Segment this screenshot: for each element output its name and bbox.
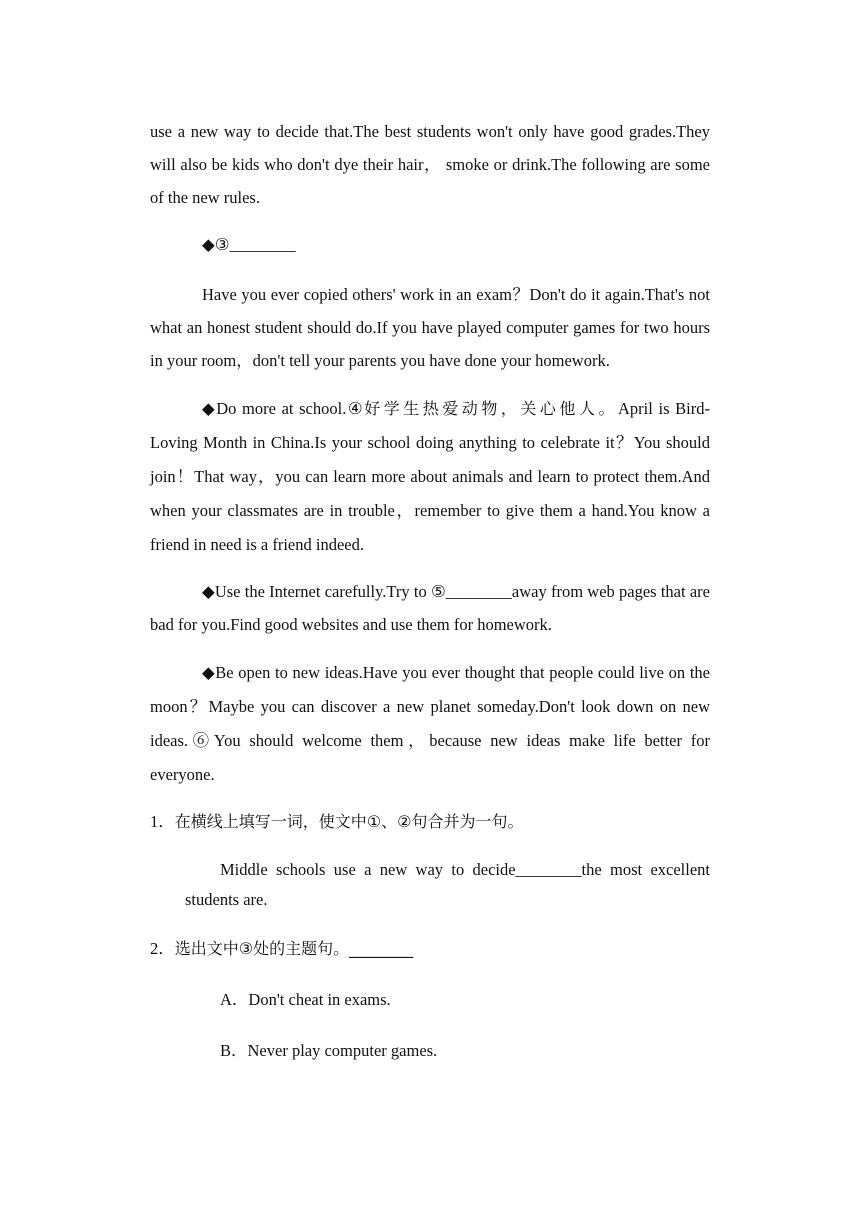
question-1-number: 1． [150,812,175,831]
paragraph-3-body: April is Bird-Loving Month in China.Is your school doing anything to celebrate it？You should join！That way，you can learn more about animals and learn to protect them.And when your classmates are in trouble，remember to give them a hand.You know a friend in need is a friend indeed. [150,399,710,554]
question-2 [150,937,710,961]
passage-paragraph-5: ◆Be open to new ideas.Have you ever thought that people could live on the moon？Maybe you can discover a new planet someday.Don't look down on new ideas.⑥You should welcome them，because new ideas make life better for everyone. [150,663,710,784]
paragraph-3-intro: ◆Do more at school.④ [202,399,365,418]
passage-paragraph-4: ◆Use the Internet carefully.Try to ⑤________away from web pages that are bad for you.Find good websites and use them for homework. [150,582,710,634]
question-2-option-a[interactable]: A．Don't cheat in exams. [220,990,391,1009]
question-1 [150,810,710,834]
paragraph-3-chinese-sentence: 好学生热爱动物，关心他人。 [364,399,619,418]
question-2-option-b[interactable]: B．Never play computer games. [220,1041,438,1060]
passage-paragraph-1: use a new way to decide that.The best students won't only have good grades.They will also be kids who don't dye their hair， smoke or drink.The following are some of the new rules. [150,122,710,207]
passage-blank-3: ◆③________ [202,235,296,254]
question-2-number: 2． [150,939,175,958]
question-1-prompt: 在横线上填写一词，使文中①、②句合并为一句。 [174,812,524,831]
passage-paragraph-2: Have you ever copied others' work in an exam？Don't do it again.That's not what an honest student should do.If you have played computer games for two hours in your room，don't tell your parents you have done your homework. [150,285,710,370]
question-2-prompt: 选出文中③处的主题句。________ [174,939,414,958]
question-1-sentence: Middle schools use a new way to decide________the most excellent students are. [185,860,710,909]
passage-paragraph-3 [150,392,710,562]
